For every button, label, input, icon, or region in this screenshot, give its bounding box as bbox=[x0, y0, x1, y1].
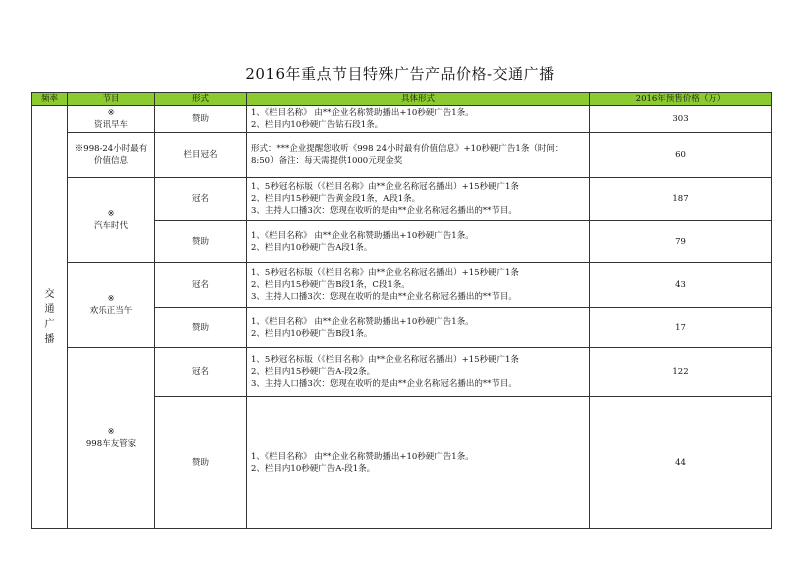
form-cell: 冠名 bbox=[155, 348, 247, 397]
program-name: ※ 资讯早车 bbox=[93, 108, 128, 130]
form-cell: 赞助 bbox=[155, 308, 247, 348]
detail-line: 2、栏目内10秒硬广告钻石段1条。 bbox=[251, 120, 384, 130]
program-cell bbox=[68, 106, 155, 133]
detail-cell: 形式：***企业提醒您收听《998 24小时最有价值信息》+10秒硬广告1条（时间：8:50）备注：每天需提供1000元现金奖 bbox=[247, 133, 590, 178]
form-cell: 冠名 bbox=[155, 178, 247, 221]
program-name: ※998-24小时最有价值信息 bbox=[74, 144, 148, 166]
detail-line: 1、5秒冠名标版（《栏目名称》由**企业名称冠名播出）+15秒硬广1条 bbox=[251, 182, 519, 192]
price-cell: 60 bbox=[590, 133, 772, 178]
program-name: ※ 欢乐正当午 bbox=[89, 294, 133, 316]
detail-line: 1、《栏目名称》 由**企业名称赞助播出+10秒硬广告1条。 bbox=[251, 108, 474, 118]
detail-cell bbox=[247, 397, 590, 529]
form-cell: 冠名 bbox=[155, 263, 247, 308]
detail-line: 2、栏目内10秒硬广告B段1条。 bbox=[251, 328, 373, 339]
detail-cell bbox=[247, 106, 590, 133]
detail-line: 2、栏目内15秒硬广告B段1条，C段1条。 bbox=[251, 280, 410, 290]
program-cell bbox=[68, 348, 155, 529]
program-cell bbox=[68, 263, 155, 348]
program-cell bbox=[68, 133, 155, 178]
detail-line: 1、5秒冠名标版（《栏目名称》由**企业名称冠名播出）+15秒硬广1条 bbox=[251, 355, 519, 365]
price-table bbox=[31, 92, 772, 529]
table-row bbox=[32, 263, 772, 308]
detail-line: 1、5秒冠名标版（《栏目名称》由**企业名称冠名播出）+15秒硬广1条 bbox=[251, 268, 519, 278]
form-cell: 赞助 bbox=[155, 397, 247, 529]
table-row bbox=[32, 133, 772, 178]
table-row bbox=[32, 178, 772, 221]
detail-cell bbox=[247, 348, 590, 397]
freq-cell bbox=[32, 106, 68, 529]
header-program: 节目 bbox=[68, 93, 155, 106]
price-cell: 187 bbox=[590, 178, 772, 221]
price-cell: 43 bbox=[590, 263, 772, 308]
form-cell: 栏目冠名 bbox=[155, 133, 247, 178]
table-row bbox=[32, 348, 772, 397]
program-cell bbox=[68, 178, 155, 263]
form-cell: 赞助 bbox=[155, 106, 247, 133]
detail-cell bbox=[247, 263, 590, 308]
header-price: 2016年预售价格（万） bbox=[590, 93, 772, 106]
price-cell: 17 bbox=[590, 308, 772, 348]
detail-cell bbox=[247, 221, 590, 263]
price-cell: 122 bbox=[590, 348, 772, 397]
detail-line: 2、栏目内10秒硬广告A-段1条。 bbox=[251, 463, 376, 474]
header-row bbox=[32, 93, 772, 106]
detail-line: 2、栏目内10秒硬广告A段1条。 bbox=[251, 242, 373, 253]
detail-cell bbox=[247, 308, 590, 348]
table-row bbox=[32, 106, 772, 133]
detail-line: 1、《栏目名称》 由**企业名称赞助播出+10秒硬广告1条。 bbox=[251, 316, 474, 327]
freq-name: 交通广播 bbox=[44, 289, 55, 345]
header-form: 形式 bbox=[155, 93, 247, 106]
detail-line: 2、栏目内15秒硬广告A-段2条。 bbox=[251, 367, 376, 377]
header-freq: 频率 bbox=[32, 93, 68, 106]
program-name: ※ 汽车时代 bbox=[93, 209, 128, 231]
program-name: ※ 998车友管家 bbox=[85, 427, 137, 449]
detail-line: 3、主持人口播3次：您现在收听的是由**企业名称冠名播出的**节目。 bbox=[251, 206, 517, 216]
form-cell: 赞助 bbox=[155, 221, 247, 263]
detail-line: 2、栏目内15秒硬广告黄金段1条，A段1条。 bbox=[251, 194, 421, 204]
header-detail: 具体形式 bbox=[247, 93, 590, 106]
detail-cell bbox=[247, 178, 590, 221]
detail-line: 3、主持人口播3次：您现在收听的是由**企业名称冠名播出的**节目。 bbox=[251, 292, 517, 302]
price-cell: 79 bbox=[590, 221, 772, 263]
detail-line: 3、主持人口播3次：您现在收听的是由**企业名称冠名播出的**节目。 bbox=[251, 379, 517, 389]
price-cell: 303 bbox=[590, 106, 772, 133]
detail-line: 1、《栏目名称》 由**企业名称赞助播出+10秒硬广告1条。 bbox=[251, 451, 474, 462]
price-cell: 44 bbox=[590, 397, 772, 529]
page-title: 2016年重点节目特殊广告产品价格-交通广播 bbox=[245, 65, 555, 83]
detail-line: 1、《栏目名称》 由**企业名称赞助播出+10秒硬广告1条。 bbox=[251, 230, 474, 241]
